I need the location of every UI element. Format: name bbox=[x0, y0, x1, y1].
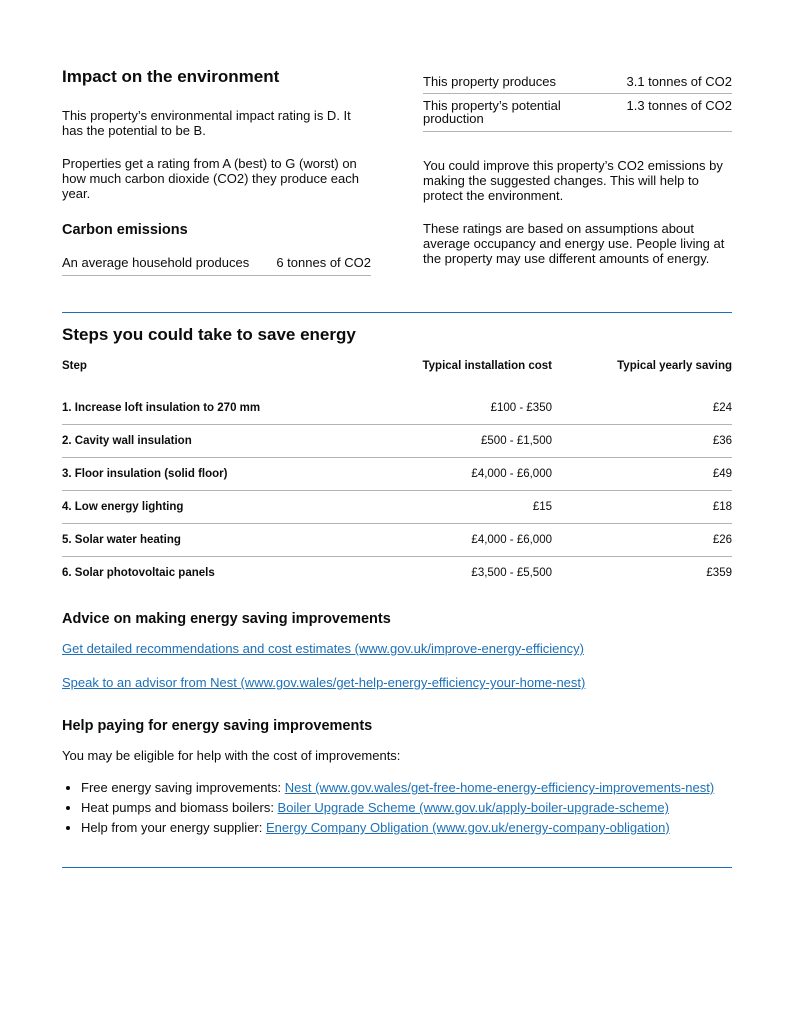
step-name: 1. Increase loft insulation to 270 mm bbox=[62, 392, 362, 425]
eligibility-text: You may be eligible for help with the cost of improvements: bbox=[62, 748, 401, 763]
step-column-header: Step bbox=[62, 360, 87, 372]
step-saving: £36 bbox=[552, 425, 732, 458]
table-row bbox=[62, 392, 732, 425]
steps-title: Steps you could take to save energy bbox=[62, 325, 356, 344]
step-saving: £24 bbox=[552, 392, 732, 425]
saving-column-header: Typical yearly saving bbox=[617, 360, 732, 372]
carbon-emissions-title: Carbon emissions bbox=[62, 222, 188, 238]
steps-table bbox=[62, 360, 732, 589]
step-cost: £100 - £350 bbox=[362, 392, 552, 425]
table-row bbox=[62, 524, 732, 557]
improve-emissions-text: You could improve this property’s CO2 emissions by making the suggested changes. This will help to protect the environment. bbox=[423, 158, 723, 203]
step-saving: £26 bbox=[552, 524, 732, 557]
step-saving: £359 bbox=[706, 567, 732, 579]
nest-advisor-link[interactable]: Speak to an advisor from Nest (www.gov.wales/get-help-energy-efficiency-your-home-nest) bbox=[62, 675, 586, 690]
environment-title: Impact on the environment bbox=[62, 67, 280, 86]
section-divider bbox=[62, 312, 732, 313]
step-name: 3. Floor insulation (solid floor) bbox=[62, 458, 362, 491]
potential-production-label: This property’s potential production bbox=[423, 98, 561, 126]
nest-free-improvements-link[interactable]: Nest (www.gov.wales/get-free-home-energy-efficiency-improvements-nest) bbox=[284, 780, 715, 795]
property-produces-row bbox=[423, 75, 732, 94]
step-name: 6. Solar photovoltaic panels bbox=[62, 567, 215, 579]
list-item bbox=[81, 818, 751, 838]
table-row bbox=[62, 458, 732, 491]
step-name: 2. Cavity wall insulation bbox=[62, 425, 362, 458]
step-cost: £4,000 - £6,000 bbox=[362, 524, 552, 557]
table-row bbox=[62, 491, 732, 524]
environment-right-column bbox=[423, 66, 732, 266]
environment-section bbox=[62, 66, 732, 306]
help-paying-title: Help paying for energy saving improvements bbox=[62, 718, 373, 734]
cost-column-header: Typical installation cost bbox=[422, 360, 552, 372]
help-item-prefix: Free energy saving improvements: bbox=[81, 780, 285, 795]
ratings-assumptions-text: These ratings are based on assumptions about average occupancy and energy use. People living at the property may use different amounts of energy. bbox=[423, 221, 725, 266]
step-cost: £3,500 - £5,500 bbox=[471, 567, 552, 579]
average-household-row bbox=[62, 256, 371, 276]
help-item-prefix: Heat pumps and biomass boilers: bbox=[81, 800, 278, 815]
section-divider bbox=[62, 867, 732, 868]
potential-production-value: 1.3 tonnes of CO2 bbox=[626, 98, 732, 113]
step-cost: £15 bbox=[362, 491, 552, 524]
step-saving: £18 bbox=[552, 491, 732, 524]
help-item-prefix: Help from your energy supplier: bbox=[81, 820, 266, 835]
average-household-label: An average household produces bbox=[62, 255, 250, 270]
help-list bbox=[62, 778, 751, 838]
impact-rating-text: This property’s environmental impact rating is D. It has the potential to be B. bbox=[62, 108, 351, 138]
steps-table-header bbox=[62, 360, 732, 392]
step-name: 4. Low energy lighting bbox=[62, 491, 362, 524]
rating-scale-text: Properties get a rating from A (best) to G (worst) on how much carbon dioxide (CO2) they produce each year. bbox=[62, 156, 359, 201]
list-item bbox=[81, 798, 751, 818]
step-cost: £4,000 - £6,000 bbox=[362, 458, 552, 491]
advice-title: Advice on making energy saving improvements bbox=[62, 611, 391, 627]
property-produces-value: 3.1 tonnes of CO2 bbox=[626, 74, 732, 89]
potential-production-row bbox=[423, 99, 732, 132]
step-cost: £500 - £1,500 bbox=[362, 425, 552, 458]
boiler-upgrade-scheme-link[interactable]: Boiler Upgrade Scheme (www.gov.uk/apply-boiler-upgrade-scheme) bbox=[277, 800, 669, 815]
environment-left-column bbox=[62, 66, 371, 276]
table-row bbox=[62, 557, 732, 590]
step-saving: £49 bbox=[552, 458, 732, 491]
improve-energy-efficiency-link[interactable]: Get detailed recommendations and cost estimates (www.gov.uk/improve-energy-efficiency) bbox=[62, 641, 584, 656]
list-item bbox=[81, 778, 751, 798]
property-produces-label: This property produces bbox=[423, 74, 556, 89]
table-row bbox=[62, 425, 732, 458]
step-name: 5. Solar water heating bbox=[62, 524, 362, 557]
average-household-value: 6 tonnes of CO2 bbox=[276, 255, 371, 270]
energy-company-obligation-link[interactable]: Energy Company Obligation (www.gov.uk/energy-company-obligation) bbox=[265, 820, 670, 835]
